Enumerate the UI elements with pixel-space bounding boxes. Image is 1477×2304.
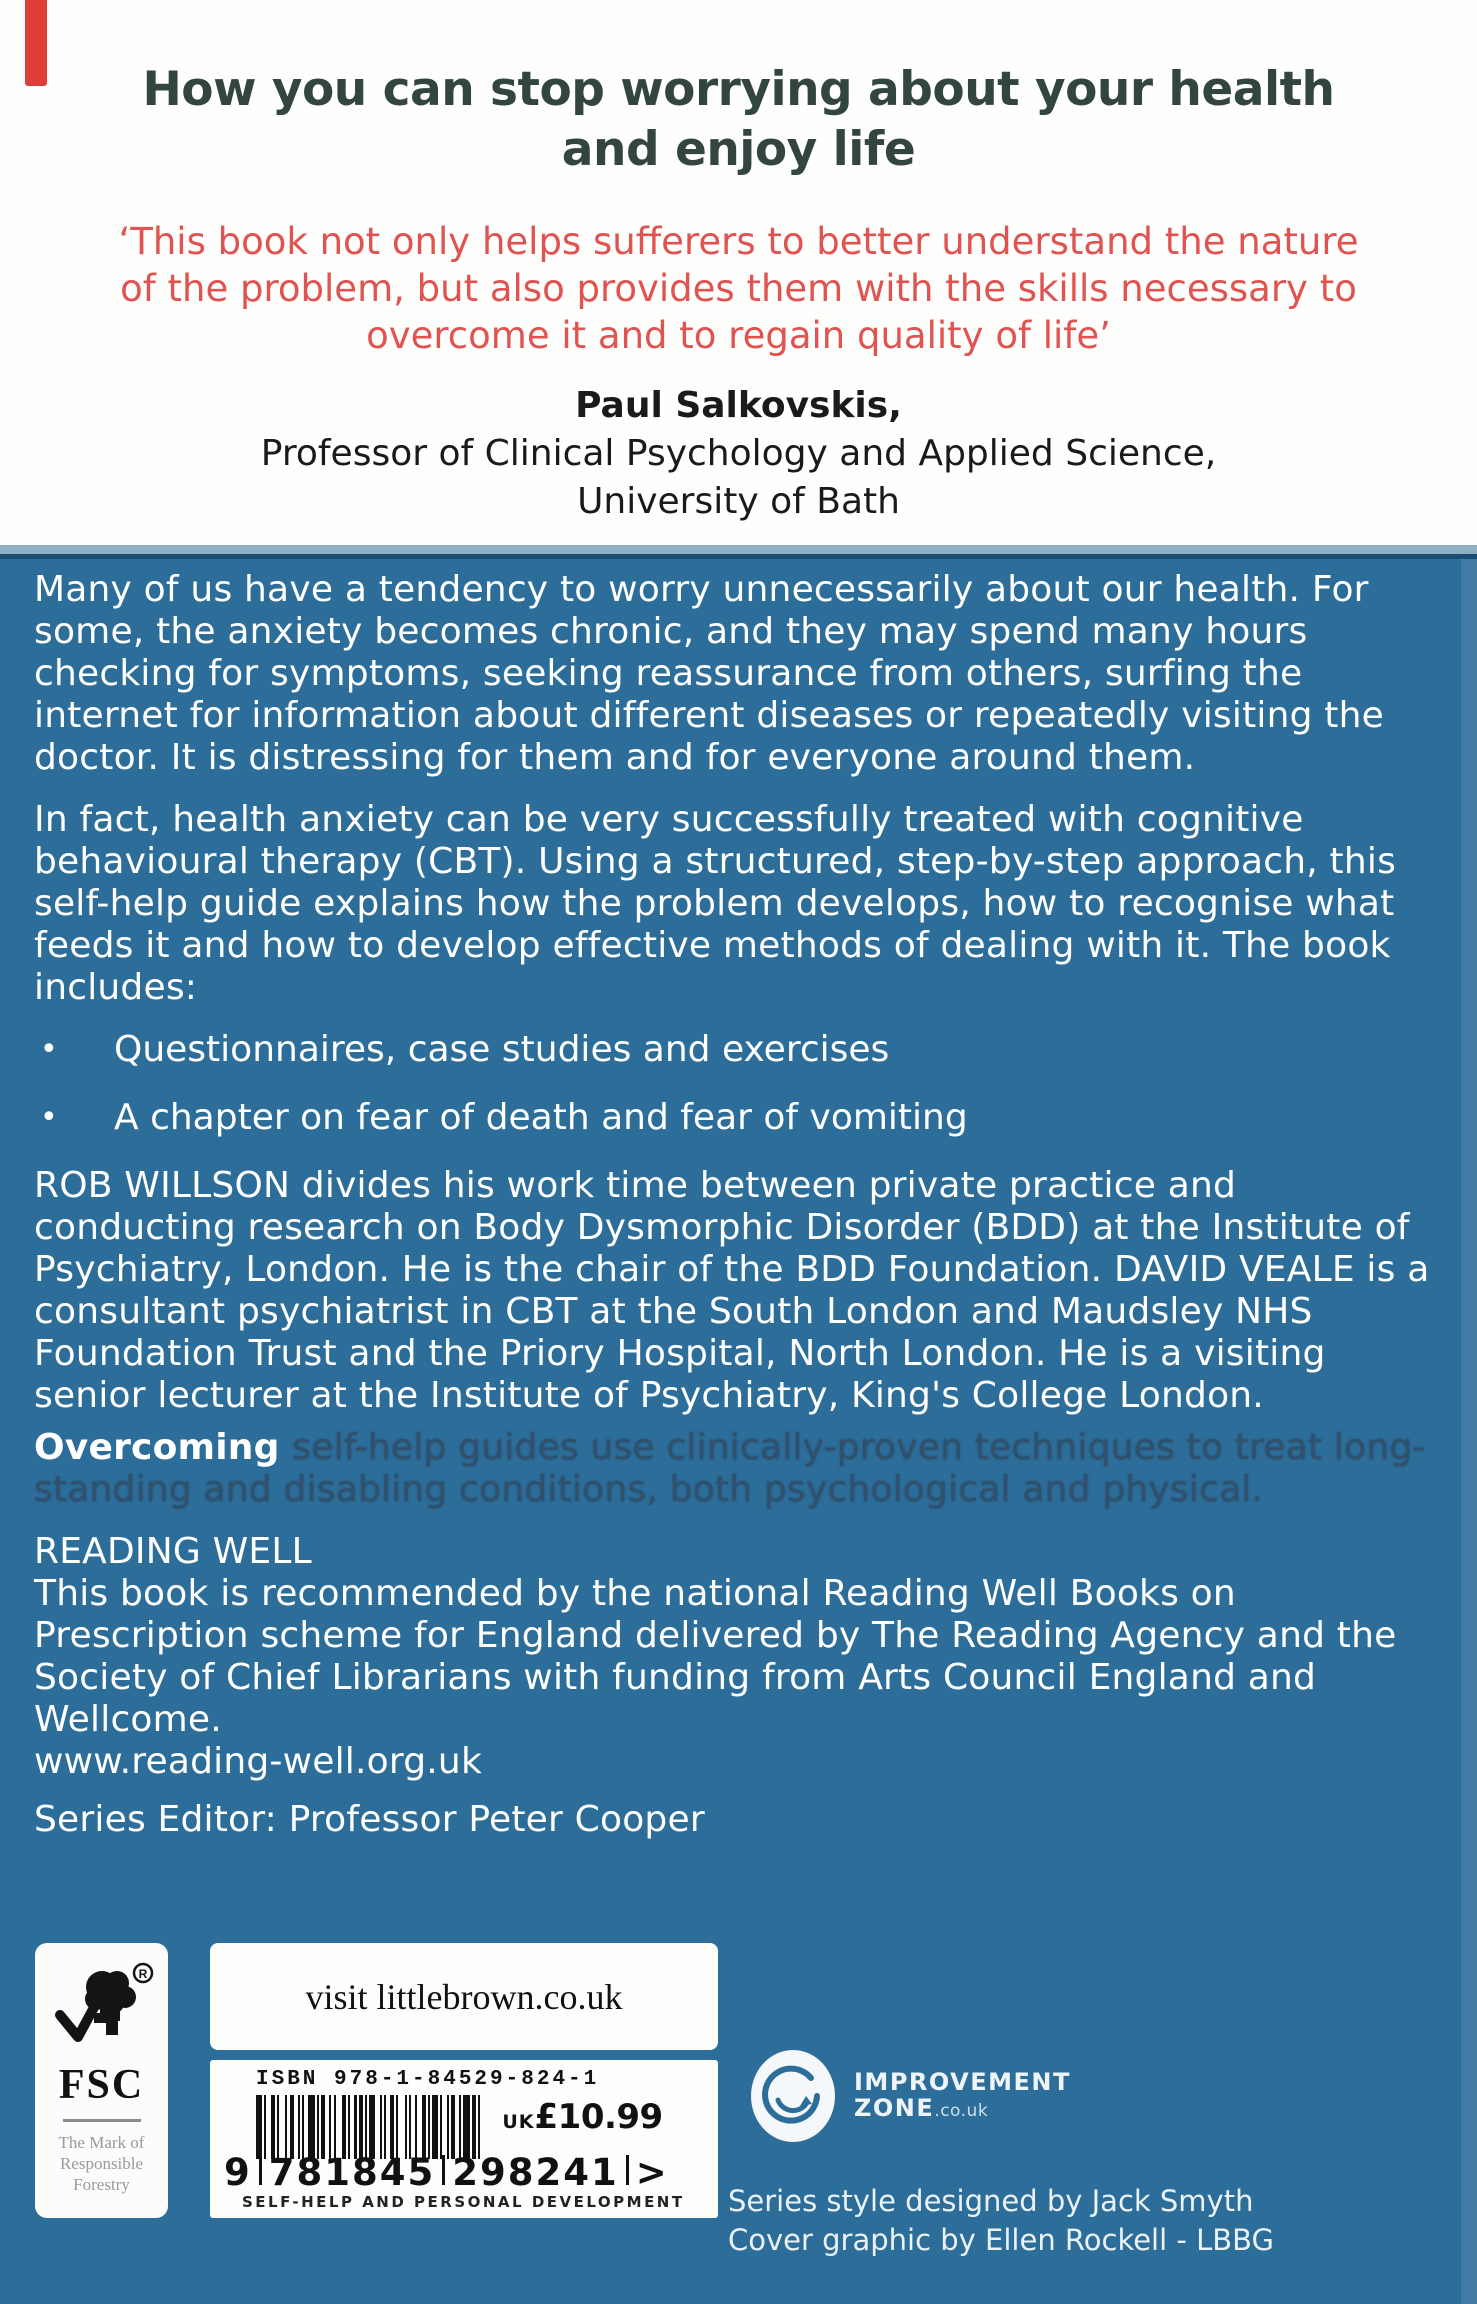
fsc-acronym: FSC — [58, 2062, 145, 2108]
series-editor: Series Editor: Professor Peter Cooper — [34, 1799, 705, 1840]
publisher-link: visit littlebrown.co.uk — [305, 1976, 623, 2017]
reading-well-heading: READING WELL — [34, 1531, 312, 1572]
barcode-panel — [210, 2060, 718, 2218]
isbn-label: ISBN 978-1-84529-824-1 — [256, 2068, 600, 2091]
design-credits — [728, 2182, 1274, 2260]
barcode-arrow: > — [635, 2151, 669, 2194]
endorser-role: Professor of Clinical Psychology and Applied Science, — [260, 433, 1217, 474]
cover-title-line2: and enjoy life — [561, 122, 916, 177]
reading-well-url: www.reading-well.org.uk — [34, 1741, 482, 1782]
swirl-smile-icon — [748, 2048, 838, 2144]
ean-digits: 9 781845 298241 > — [224, 2151, 669, 2194]
price-currency: UK — [502, 2111, 535, 2133]
fsc-tagline: The Mark of Responsible Forestry — [58, 2133, 145, 2194]
improvement-zone-logo — [748, 2048, 1071, 2144]
barcode-bars-icon — [256, 2095, 484, 2159]
price-amount: £10.99 — [534, 2097, 663, 2137]
publisher-link-box — [210, 1943, 718, 2050]
endorser-name: Paul Salkovskis, — [575, 385, 902, 426]
category-label: SELF-HELP AND PERSONAL DEVELOPMENT — [242, 2193, 685, 2211]
bullet-icon: • — [40, 1100, 58, 1135]
bullet-item — [34, 1097, 1443, 1139]
overcoming-note — [34, 1427, 1443, 1511]
synopsis-paragraph: Many of us have a tendency to worry unnecessarily about our health. For some, the anxiety becomes chronic, and they may spend many hours checking for symptoms, seeking reassurance from others, surfing the internet for information about different diseases or repeatedly visiting the doctor. It is distressing for them and for everyone around them. — [34, 569, 1384, 778]
cover-title-line1: How you can stop worrying about your health — [142, 62, 1335, 117]
endorsement-quote-line1: ‘This book not only helps sufferers to better understand the nature — [118, 220, 1359, 263]
iz-name-line2: ZONE.co.uk — [854, 2093, 989, 2122]
guard-bar-icon — [626, 2155, 629, 2185]
barcode-area — [224, 2095, 704, 2159]
bullet-text: A chapter on fear of death and fear of vomiting — [114, 1097, 968, 1138]
endorsement-quote — [0, 218, 1477, 359]
fsc-tree-checkmark-icon — [50, 1957, 154, 2061]
credits-line1: Series style designed by Jack Smyth — [728, 2184, 1254, 2218]
authors-bio: ROB WILLSON divides his work time between private practice and conducting research on Body Dysmorphic Disorder (BDD) at the Institute of Psychiatry, London. He is the chair of the BDD Foundation. DAVID VEALE is a consultant psychiatrist in CBT at the South London and Maudsley NHS Foundation Trust and the Priory Hospital, North London. He is a visiting senior lecturer at the Institute of Psychiatry, King's College London. — [34, 1165, 1430, 1416]
improvement-zone-text — [854, 2069, 1071, 2124]
credits-line2: Cover graphic by Ellen Rockell - LBBG — [728, 2223, 1274, 2257]
guard-bar-icon — [259, 2155, 262, 2185]
endorser-affiliation: University of Bath — [577, 481, 900, 522]
bullet-text: Questionnaires, case studies and exercises — [114, 1029, 890, 1070]
price — [502, 2097, 662, 2137]
fsc-divider — [63, 2119, 141, 2122]
bullet-item — [34, 1029, 1443, 1071]
fsc-badge — [35, 1943, 168, 2218]
endorsement-quote-line3: overcome it and to regain quality of life’ — [366, 314, 1111, 357]
overcoming-series-name: Overcoming — [34, 1427, 293, 1468]
svg-text:R: R — [138, 1967, 147, 1981]
endorser-attribution — [0, 382, 1477, 526]
reading-well-description: This book is recommended by the national Reading Well Books on Prescription scheme for England delivered by The Reading Agency and the Society of Chief Librarians with funding from Arts Council England and Wellcome. — [34, 1573, 1397, 1740]
iz-name-line1: IMPROVEMENT — [854, 2067, 1071, 2096]
cover-title — [0, 60, 1477, 180]
bullet-icon: • — [40, 1032, 58, 1067]
treatment-paragraph: In fact, health anxiety can be very successfully treated with cognitive behavioural therapy (CBT). Using a structured, step-by-step approach, this self-help guide explains how the problem develops, how to recognise what feeds it and how to develop effective methods of dealing with it. The book includes: — [34, 799, 1397, 1008]
overcoming-description: self-help guides use clinically-proven techniques to treat long-standing and disabling conditions, both psychological and physical. — [34, 1427, 1426, 1510]
endorsement-quote-line2: of the problem, but also provides them with the skills necessary to — [120, 267, 1357, 310]
guard-bar-icon — [442, 2155, 445, 2185]
